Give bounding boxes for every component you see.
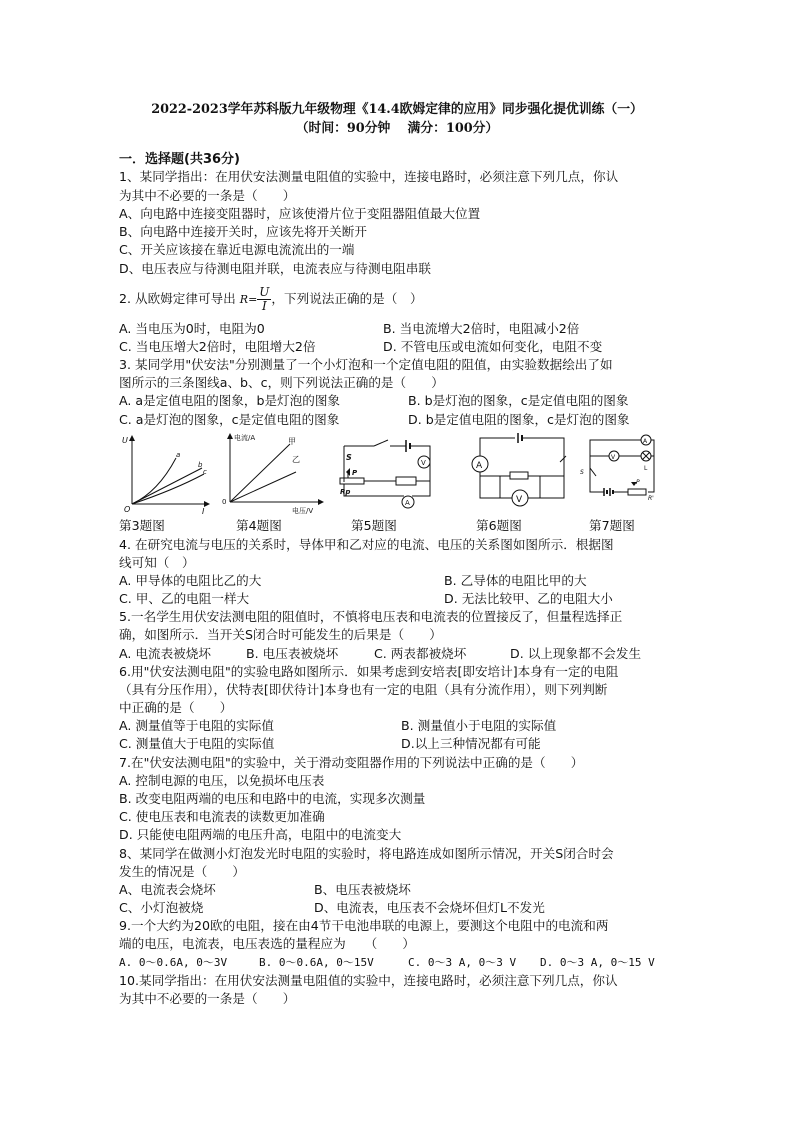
q7-option-a: A. 控制电源的电压，以免损坏电压表	[119, 773, 325, 788]
q1-option-a: A、向电路中连接变阻器时，应该使滑片位于变阻器阻值最大位置	[119, 206, 481, 221]
q8-stem-line1: 8、某同学在做测小灯泡发光时电阻的实验时，将电路连成如图所示情况，开关S闭合时会	[119, 846, 614, 861]
q5-option-c: C. 两表都被烧坏	[374, 646, 467, 661]
q1-option-c: C、开关应该接在靠近电源电流流出的一端	[119, 242, 355, 257]
q4-option-b: B. 乙导体的电阻比甲的大	[444, 573, 587, 588]
fig4-caption: 第4题图	[236, 518, 282, 533]
fig3-label-a: a	[176, 451, 181, 459]
q2-option-a: A. 当电压为0时，电阻为0	[119, 321, 265, 336]
q8-option-b: B、电压表被烧坏	[314, 882, 411, 897]
fig3-curve-a	[132, 458, 176, 504]
q7-stem: 7.在"伏安法测电阻"的实验中，关于滑动变阻器作用的下列说法中正确的是（ ）	[119, 755, 584, 770]
q4-stem-line2: 线可知（ ）	[119, 555, 195, 570]
q6-option-c: C. 测量值大于电阻的实际值	[119, 736, 275, 751]
q3-option-a: A. a是定值电阻的图象，b是灯泡的图象	[119, 393, 341, 408]
q4-option-c: C. 甲、乙的电阻一样大	[119, 591, 250, 606]
fig7-label-p: P	[636, 479, 640, 486]
q5-stem-line2: 确，如图所示．当开关S闭合时可能发生的后果是（ ）	[119, 627, 442, 642]
q1-stem-line1: 1、某同学指出：在用伏安法测量电阻值的实验中，连接电路时，必须注意下列几点，你认	[119, 169, 619, 184]
q5-option-b: B. 电压表被烧坏	[246, 646, 339, 661]
q6-stem-line2: （具有分压作用），伏特表[即伏待计]本身也有一定的电阻（具有分流作用），则下列判断	[119, 682, 608, 697]
fig7-circuit	[580, 435, 654, 502]
fig5-label-a: A	[405, 499, 410, 507]
q2-option-d: D. 不管电压或电流如何变化，电阻不变	[383, 339, 603, 354]
q2-formula-denominator: I	[261, 299, 267, 313]
q7-option-b: B. 改变电阻两端的电压和电路中的电流，实现多次测量	[119, 791, 426, 806]
q2-stem-a: 2. 从欧姆定律可导出	[119, 291, 236, 306]
q3-stem-line2: 图所示的三条图线a、b、c，则下列说法正确的是（ ）	[119, 375, 444, 390]
q5-option-d: D. 以上现象都不会发生	[510, 646, 642, 661]
q9-option-c: C. 0～3 A, 0～3 V	[408, 956, 517, 969]
q1-stem-line2: 为其中不必要的一条是（ ）	[119, 188, 296, 203]
q2-option-c: C. 当电压增大2倍时，电阻增大2倍	[119, 339, 316, 354]
q3-option-d: D. b是定值电阻的图象，c是灯泡的图象	[408, 412, 630, 427]
document-subtitle: （时间：90分钟 满分：100分）	[295, 121, 499, 136]
fig4-ylabel: 电流/A	[234, 434, 256, 442]
fig6-caption: 第6题图	[476, 518, 522, 533]
q4-option-d: D. 无法比较甲、乙的电阻大小	[444, 591, 613, 606]
fig6-resistor	[510, 472, 528, 479]
q8-stem-line2: 发生的情况是（ ）	[119, 864, 245, 879]
q1-option-d: D、电压表应与待测电阻并联，电流表应与待测电阻串联	[119, 261, 431, 276]
fig3-graph	[122, 435, 210, 516]
q6-option-d: D.以上三种情况都有可能	[401, 736, 541, 751]
fig7-label-rp: R'	[648, 495, 654, 502]
fig6-switch	[560, 456, 566, 462]
fig5-caption: 第5题图	[351, 518, 397, 533]
q10-stem-line1: 10.某同学指出：在用伏安法测量电阻值的实验中，连接电路时，必须注意下列几点，你认	[119, 973, 618, 988]
fig3-label-u: U	[122, 436, 128, 445]
q9-option-b: B. 0～0.6A, 0～15V	[259, 956, 374, 969]
fig3-caption: 第3题图	[119, 518, 165, 533]
q3-option-c: C. a是灯泡的图象，c是定值电阻的图象	[119, 412, 340, 427]
fig7-label-v: V	[611, 454, 616, 461]
fig3-label-o: O	[124, 505, 131, 514]
fig5-circuit	[340, 440, 430, 508]
q2-formula-numerator: U	[259, 285, 270, 299]
fig5-label-v: V	[421, 459, 426, 467]
fig5-label-p: P	[352, 469, 358, 477]
fig4-label-yi: 乙	[292, 455, 300, 464]
q2-formula-lhs: R=	[239, 293, 258, 306]
fig4-line-yi	[230, 472, 296, 502]
q8-option-c: C、小灯泡被烧	[119, 900, 204, 915]
fig7-label-a: A	[643, 438, 648, 445]
q7-option-c: C. 使电压表和电流表的读数更加准确	[119, 809, 325, 824]
fig4-xlabel: 电压/V	[292, 507, 314, 515]
q1-option-b: B、向电路中连接开关时，应该先将开关断开	[119, 224, 367, 239]
q4-option-a: A. 甲导体的电阻比乙的大	[119, 573, 262, 588]
q3-option-b: B. b是灯泡的图象，c是定值电阻的图象	[408, 393, 629, 408]
fig6-circuit	[472, 433, 566, 506]
fig4-line-jia	[230, 444, 290, 502]
q7-option-d: D. 只能使电阻两端的电压升高，电阻中的电流变大	[119, 827, 402, 842]
fig4-label-jia: 甲	[288, 437, 296, 446]
fig3-label-c: c	[203, 468, 207, 476]
fig5-label-rp: Rp	[340, 488, 351, 496]
q5-stem-line1: 5.一名学生用伏安法测电阻的阻值时，不慎将电压表和电流表的位置接反了，但量程选择正	[119, 609, 623, 624]
q6-stem-line1: 6.用"伏安法测电阻"的实验电路如图所示．如果考虑到安培表[即安培计]本身有一定的电阻	[119, 664, 619, 679]
q4-stem-line1: 4. 在研究电流与电压的关系时，导体甲和乙对应的电流、电压的关系图如图所示．根据图	[119, 537, 614, 552]
q2-stem	[119, 286, 423, 313]
fig5-switch	[374, 440, 388, 446]
fig6-label-a: A	[476, 461, 483, 471]
fig3-curve-c	[132, 474, 204, 504]
q10-stem-line2: 为其中不必要的一条是（ ）	[119, 991, 296, 1006]
q2-option-b: B. 当电流增大2倍时，电阻减小2倍	[383, 321, 580, 336]
q6-stem-line3: 中正确的是（ ）	[119, 700, 233, 715]
fig3-label-i: I	[202, 507, 205, 516]
q2-formula-fraction	[257, 286, 271, 313]
q6-option-a: A. 测量值等于电阻的实际值	[119, 718, 274, 733]
fig7-switch	[590, 468, 596, 476]
q9-stem-line2: 端的电压，电流表，电压表选的量程应为 （ ）	[119, 936, 415, 951]
figures-row	[118, 432, 680, 516]
fig3-label-b: b	[198, 461, 203, 469]
fig7-label-l: L	[644, 465, 648, 472]
fig7-rheostat	[628, 489, 646, 495]
section-heading: 一．选择题(共36分)	[119, 152, 240, 167]
fig7-label-s: S	[580, 469, 584, 476]
fig6-label-v: V	[516, 495, 523, 505]
fig7-caption: 第7题图	[589, 518, 635, 533]
document-title: 2022-2023学年苏科版九年级物理《14.4欧姆定律的应用》同步强化提优训练（一）	[151, 102, 643, 117]
q3-stem-line1: 3. 某同学用"伏安法"分别测量了一个小灯泡和一个定值电阻的阻值，由实验数据绘出了如	[119, 357, 613, 372]
q5-option-a: A. 电流表被烧坏	[119, 646, 211, 661]
fig4-graph	[222, 433, 324, 515]
q8-option-a: A、电流表会烧坏	[119, 882, 216, 897]
fig4-origin: 0	[222, 498, 227, 506]
q8-option-d: D、电流表，电压表不会烧坏但灯L不发光	[314, 900, 545, 915]
q9-option-d: D. 0～3 A, 0～15 V	[540, 956, 655, 969]
fig5-resistor	[396, 477, 416, 485]
q2-stem-b: ，下列说法正确的是（ ）	[271, 291, 423, 306]
q9-stem-line1: 9.一个大约为20欧的电阻，接在由4节干电池串联的电源上，要测这个电阻中的电流和两	[119, 918, 609, 933]
fig5-label-s: S	[346, 453, 352, 462]
q6-option-b: B. 测量值小于电阻的实际值	[401, 718, 557, 733]
q9-option-a: A. 0～0.6A, 0～3V	[119, 956, 228, 969]
